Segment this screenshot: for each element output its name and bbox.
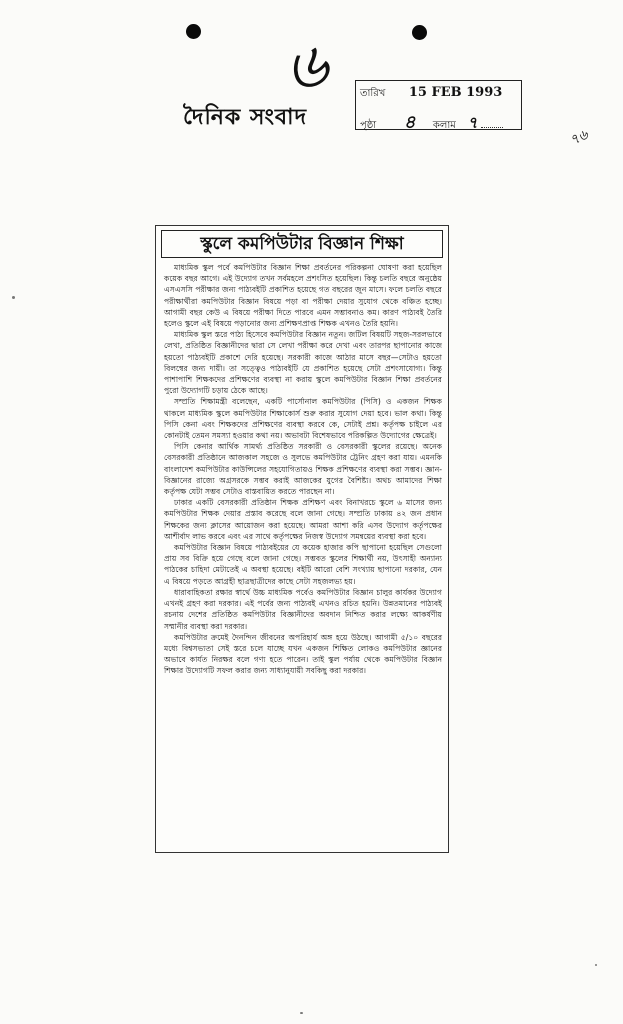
- article-headline: স্কুলে কমপিউটার বিজ্ঞান শিক্ষা: [161, 230, 443, 258]
- stamp-date-row: [360, 85, 517, 103]
- article-paragraph: মাধ্যমিক স্কুল পর্বে কমপিউটার বিজ্ঞান শিক্ষা প্রবর্তনের পরিকল্পনা ঘোষণা করা হয়েছিল কয়েক বছর আগে। এই উদ্যোগ তখন সর্বমহলে প্রশংসিত হয়েছিল। কিন্তু চলতি বছরে অনুষ্ঠেয় এসএসসি পরীক্ষার জন্য পাঠ্যবইটি প্রকাশিত হয়েছে গত বছরের জুন মাসে। ফলে চলতি বছরে পরীক্ষার্থীরা কমপিউটার বিজ্ঞান বিষয়ে পড়া বা পরীক্ষা দেয়ার সুযোগ থেকে বঞ্চিত হচ্ছে। আগামী বছর কেউ এ বিষয়ে পরীক্ষা দিতে পারবে এমন সম্ভাবনাও কম। কারণ পাঠ্যবই তৈরি হলেও স্কুলে এই বিষয়ে পড়ানোর জন্য প্রশিক্ষণপ্রাপ্ত শিক্ষক এখনও তৈরি হয়নি।: [164, 263, 442, 329]
- punch-hole-right: [412, 25, 427, 40]
- scan-speck: [300, 1012, 303, 1014]
- margin-mark: ৭৬: [567, 126, 591, 150]
- newspaper-clipping: [155, 225, 449, 853]
- newspaper-name: দৈনিক সংবাদ: [183, 104, 308, 130]
- scan-speck: [595, 964, 597, 966]
- page-value: ৪: [403, 112, 416, 133]
- archive-stamp: [355, 80, 522, 133]
- scan-speck: [12, 296, 15, 299]
- article-paragraph: পিসি কেনার আর্থিক সামর্থ্য প্রতিষ্ঠিত সরকারী ও বেসরকারী স্কুলের রয়েছে। অনেক বেসরকারী প্রতিষ্ঠানে আজকাল সহজে ও সুলভে কমপিউটার ট্রেনিং গ্রহণ করা যায়। এমনকি বাংলাদেশ কমপিউটার কাউন্সিলের সহযোগিতায়ও শিক্ষক প্রশিক্ষণের ব্যবস্থা করা সম্ভব। জ্ঞান-বিজ্ঞানের রাজ্যে অগ্রসরকে সম্ভব করাই আজকের যুগের বৈশিষ্ট্য। অথচ আমাদের শিক্ষা কর্তৃপক্ষ যেটা সম্ভব সেটাও বাস্তবায়িত করতে পারছেন না।: [164, 442, 442, 497]
- article-paragraph: সম্প্রতি শিক্ষামন্ত্রী বলেছেন, একটি পার্সোনাল কমপিউটার (পিসি) ও একজন শিক্ষক থাকলে মাধ্যমিক স্কুলে কমপিউটার শিক্ষাকোর্স শুরু করার সুযোগ দেয়া হবে। ভাল কথা। কিন্তু পিসি কেনা এবং শিক্ষকদের প্রশিক্ষণের ব্যবস্থা করবে কে, সেটাই প্রশ্ন। কর্তৃপক্ষ চাইলে এর কোনটাই তেমন সমস্যা হওয়ার কথা নয়। অভাবটা বিশেষভাবে পরিকল্পিত উদ্যোগের ক্ষেত্রেই।: [164, 397, 442, 441]
- column-value: ৭: [467, 113, 478, 132]
- article-paragraph: ঢাকার একটি বেসরকারী প্রতিষ্ঠান শিক্ষক প্রশিক্ষণ এবং বিনাখরচে স্কুলে ৬ মাসের জন্য কমপিউটার শিক্ষক দেয়ার প্রস্তাব করেছে বলে জানা গেছে। সম্প্রতি ঢাকায় ৪২ জন প্রধান শিক্ষকের জন্য ক্লাসের আয়োজন করা হয়েছে। আমরা আশা করি এসব উদ্যোগ কর্তৃপক্ষের আশীর্বাদ লাভ করবে এবং এর সাথে কর্তৃপক্ষের নিজস্ব উদ্যোগ সমন্বয়ের ব্যবস্থা করা হবে।: [164, 498, 442, 541]
- date-value: 15 FEB 1993: [408, 85, 503, 100]
- article-paragraph: কমপিউটার বিজ্ঞান বিষয়ে পাঠ্যবইয়ের যে কয়েক হাজার কপি ছাপানো হয়েছিল সেগুলো প্রায় সব বিক্রি হয়ে গেছে বলে জানা গেছে। সম্ভবত স্কুলের শিক্ষার্থী নয়, উৎসাহী অন্যান্য পাঠকের চাহিদা মেটাতেই এ অবস্থা হয়েছে। বইটি আরো বেশি সংখ্যায় ছাপানো দরকার, যেন এ বিষয়ে পড়তে আগ্রহী ছাত্রছাত্রীদের কাছে সেটা সহজলভ্য হয়।: [164, 543, 442, 586]
- column-label: কলাম: [432, 120, 456, 131]
- punch-hole-left: [186, 24, 201, 39]
- dotted-line: [481, 127, 503, 128]
- article-paragraph: কমপিউটার ক্রমেই দৈনন্দিন জীবনের অপরিহার্য অঙ্গ হয়ে উঠছে। আগামী ৫/১০ বছরের মধ্যে বিশ্বসভ্যতা সেই স্তরে চলে যাচ্ছে যখন একজন শিক্ষিত লোকও কমপিউটার জ্ঞানের অভাবে কার্যত নিরক্ষর বলে গণ্য হতে পারেন। তাই স্কুল পর্যায় থেকে কমপিউটার বিজ্ঞান শিক্ষার উদ্যোগটি সফল করার জন্য সাধ্যানুযায়ী সবকিছু করা দরকার।: [164, 632, 442, 676]
- article-paragraph: মাধ্যমিক স্কুল স্তরে পাঠ্য হিসেবে কমপিউটার বিজ্ঞান নতুন। জটিল বিষয়টি সহজ-সরলভাবে লেখা, প্রতিষ্ঠিত বিজ্ঞানীদের দ্বারা সে লেখা পরীক্ষা করে দেখা এবং তারপর ছাপানোর কাজে হয়তো পাঠ্যবইটি প্রকাশে দেরি হয়েছে। সরকারী কাজে আঠার মাসে বছর—সেটাও হয়তো বিলম্বের জন্য দায়ী। তা সত্ত্বেও পাঠ্যবইটি যে প্রকাশিত হয়েছে সেটা প্রশংসাযোগ্য। কিন্তু পাশাপাশি শিক্ষকদের প্রশিক্ষণের ব্যবস্থা না করায় স্কুলে কমপিউটার বিজ্ঞান শিক্ষা প্রবর্তনের পুরো উদ্যোগটি চড়ায় ঠেকে আছে।: [164, 330, 442, 396]
- handwritten-number: ৬: [281, 26, 333, 106]
- article-body: [156, 260, 448, 677]
- stamp-page-row: [360, 108, 517, 139]
- page-label: পৃষ্ঠা: [360, 120, 377, 131]
- date-label: তারিখ: [360, 88, 386, 99]
- article-paragraph: ধারাবাহিকতা রক্ষার স্বার্থে উচ্চ মাধ্যমিক পর্বেও কমপিউটার বিজ্ঞান চালুর কার্যকর উদ্যোগ এখনই গ্রহণ করা দরকার। এই পর্বের জন্য পাঠ্যবই এখনও রচিত হয়নি। উন্নতমানের পাঠ্যবই রচনায় দেশের প্রতিষ্ঠিত কমপিউটার বিজ্ঞানীদের অবদান নিশ্চিত করার লক্ষ্যে আকর্ষণীয় সম্মানীর ব্যবস্থা করা দরকার।: [164, 587, 442, 631]
